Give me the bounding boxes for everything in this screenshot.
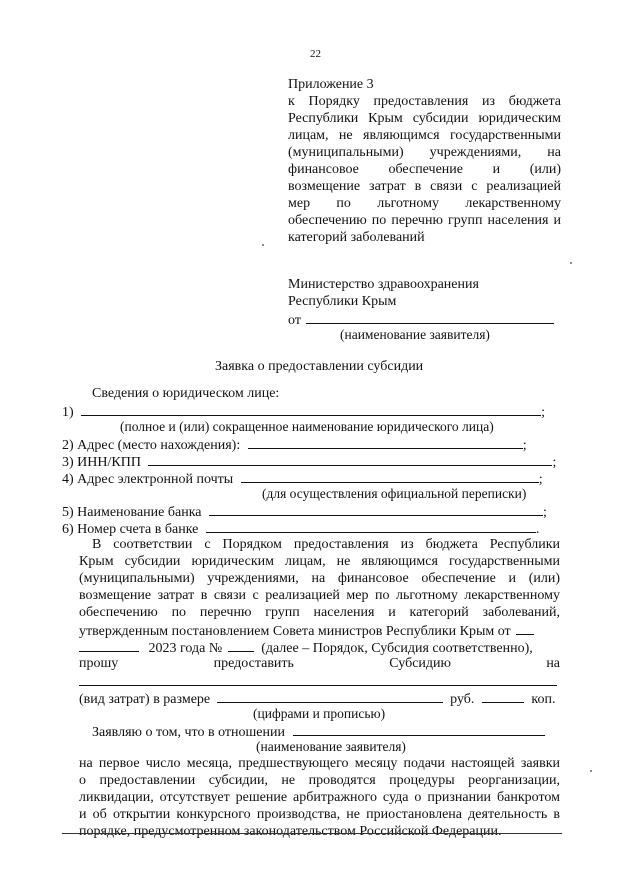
final-line: порядке, предусмотренном законодательством Российской Федерации. <box>79 824 502 839</box>
appendix-line: к Порядку предоставления из бюджета <box>288 94 561 109</box>
appendix-line: Республики Крым субсидии юридическим <box>288 111 561 126</box>
declaration-applicant-line[interactable] <box>293 722 545 736</box>
entity-name-line[interactable] <box>81 402 541 416</box>
declaration-applicant-caption: (наименование заявителя) <box>256 739 406 754</box>
body-line-with-date: утвержденным постановлением Совета министров Республики Крым от <box>79 621 534 640</box>
field-terminator: ; <box>538 472 543 487</box>
account-number-line[interactable] <box>206 519 536 533</box>
cost-type-line[interactable] <box>79 672 557 686</box>
addressee-from-label: от <box>288 313 301 328</box>
appendix-line: лицам, не являющимся государственными <box>288 128 561 143</box>
amount-rub-line[interactable] <box>217 689 443 703</box>
form-title: Заявка о предоставлении субсидии <box>215 359 424 374</box>
inn-kpp-line[interactable] <box>148 452 552 466</box>
email-caption: (для осуществления официальной переписки) <box>262 486 527 501</box>
body-line-resolution: 2023 года № (далее – Порядок, Субсидия соответственно), <box>79 638 533 657</box>
field-label: 2) Адрес (место нахождения): <box>62 438 241 453</box>
bottom-divider <box>62 833 562 834</box>
amount-row: (вид затрат) в размере руб. коп. <box>79 689 556 708</box>
appendix-line: (муниципальными) учреждениями, на <box>288 145 561 160</box>
body-line: (муниципальными) учреждениями, на финансовое обеспечение и (или) <box>79 571 560 586</box>
bank-name-line[interactable] <box>209 502 543 516</box>
field-terminator: ; <box>552 455 557 470</box>
body-line: Крым субсидии юридическим лицам, не являющимся государственными <box>79 554 560 569</box>
final-line: и об открытии конкурсного производства, не приостановлена деятельность в <box>79 807 560 822</box>
applicant-name-line[interactable] <box>306 310 554 324</box>
info-heading: Сведения о юридическом лице: <box>92 386 280 401</box>
scan-speck <box>570 262 572 264</box>
addressee-ministry: Министерство здравоохранения <box>288 277 479 292</box>
entity-name-caption: (полное и (или) сокращенное наименование юридического лица) <box>120 419 494 434</box>
body-line: В соответствии с Порядком предоставления из бюджета Республики <box>92 537 560 552</box>
resolution-month-line[interactable] <box>79 638 139 652</box>
resolution-day-line[interactable] <box>516 621 534 635</box>
addressee-region: Республики Крым <box>288 294 397 309</box>
page-number: 22 <box>310 48 321 60</box>
scan-speck <box>262 244 264 246</box>
field-terminator: ; <box>522 438 527 453</box>
address-line[interactable] <box>248 435 523 449</box>
appendix-line: финансовое обеспечение и (или) <box>288 162 561 177</box>
field-terminator: ; <box>541 405 546 420</box>
appendix-line: мер по льготному лекарственному <box>288 196 561 211</box>
field-number: 1) <box>62 405 74 420</box>
field-label: 5) Наименование банка <box>62 505 202 520</box>
field-terminator: ; <box>543 505 547 520</box>
body-line-request: прошу предоставить Субсидию на <box>79 656 561 671</box>
field-label: 4) Адрес электронной почты <box>62 472 234 487</box>
scan-speck <box>590 770 592 772</box>
declaration-row: Заявляю о том, что в отношении <box>92 722 545 741</box>
appendix-line: категорий заболеваний <box>288 230 425 245</box>
appendix-line: обеспечению по перечню групп населения и <box>288 213 561 228</box>
final-line: на первое число месяца, предшествующего месяцу подачи настоящей заявки <box>79 756 560 771</box>
appendix-title: Приложение 3 <box>288 77 374 92</box>
appendix-line: возмещение затрат в связи с реализацией <box>288 179 561 194</box>
amount-caption: (цифрами и прописью) <box>253 706 386 721</box>
amount-kop-line[interactable] <box>482 689 524 703</box>
field-label: 6) Номер счета в банке <box>62 522 199 537</box>
field-terminator: . <box>535 522 540 537</box>
email-line[interactable] <box>241 469 539 483</box>
resolution-number-line[interactable] <box>228 638 254 652</box>
applicant-name-caption: (наименование заявителя) <box>340 327 490 342</box>
field-label: 3) ИНН/КПП <box>62 455 141 470</box>
final-line: о предоставлении субсидии, не проводятся процедуры реорганизации, <box>79 773 560 788</box>
body-line: возмещение затрат в связи с реализацией мер по льготному лекарственному <box>79 588 560 603</box>
body-line: обеспечению по перечню групп населения и категорий заболеваний, <box>79 605 560 620</box>
final-line: ликвидации, отсутствует решение арбитражного суда о признании банкротом <box>79 790 560 805</box>
